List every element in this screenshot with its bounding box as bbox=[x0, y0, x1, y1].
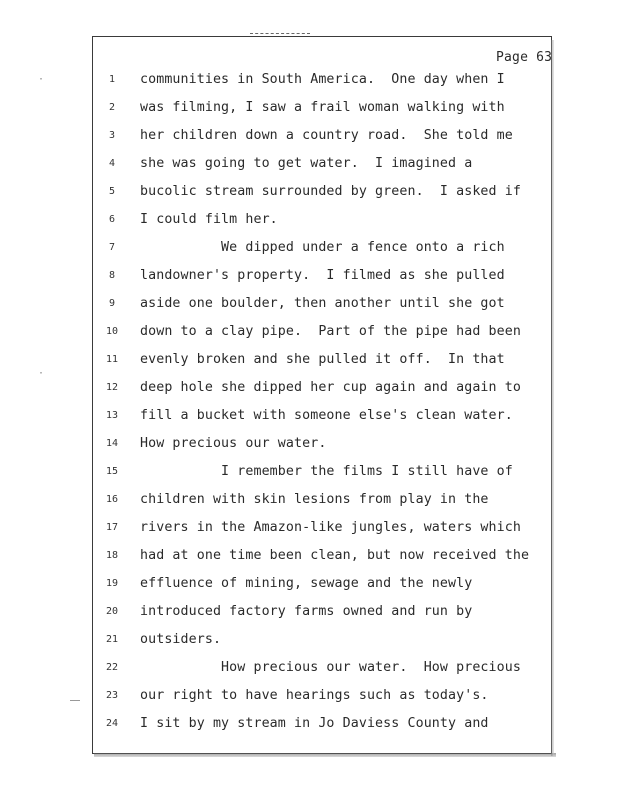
transcript-line: bucolic stream surrounded by green. I asked if bbox=[140, 184, 521, 199]
scan-artifact-left-tick bbox=[70, 700, 80, 701]
transcript-line: effluence of mining, sewage and the newly bbox=[140, 576, 473, 591]
transcript-line: We dipped under a fence onto a rich bbox=[140, 240, 505, 255]
scan-artifact-margin-mark: · bbox=[38, 368, 45, 379]
transcript-line: outsiders. bbox=[140, 632, 222, 647]
line-number: 8 bbox=[108, 270, 116, 281]
transcript-line: How precious our water. How precious bbox=[140, 660, 521, 675]
line-number: 3 bbox=[108, 130, 116, 141]
line-number: 4 bbox=[108, 158, 116, 169]
line-number: 18 bbox=[105, 550, 119, 561]
line-number: 16 bbox=[105, 494, 119, 505]
transcript-line: communities in South America. One day when I bbox=[140, 72, 505, 87]
line-number: 6 bbox=[108, 214, 116, 225]
line-number-column bbox=[100, 71, 124, 743]
transcript-line: was filming, I saw a frail woman walking with bbox=[140, 100, 505, 115]
line-number: 21 bbox=[105, 634, 119, 645]
transcript-line: landowner's property. I filmed as she pulled bbox=[140, 268, 505, 283]
line-number: 17 bbox=[105, 522, 119, 533]
transcript-line: introduced factory farms owned and run by bbox=[140, 604, 473, 619]
transcript-line: How precious our water. bbox=[140, 436, 327, 451]
page-frame-shadow-right bbox=[551, 40, 554, 756]
line-number: 10 bbox=[105, 326, 119, 337]
line-number: 9 bbox=[108, 298, 116, 309]
line-number: 12 bbox=[105, 382, 119, 393]
line-number: 14 bbox=[105, 438, 119, 449]
transcript-line: had at one time been clean, but now received the bbox=[140, 548, 530, 563]
line-number: 22 bbox=[105, 662, 119, 673]
transcript-line: I sit by my stream in Jo Daviess County and bbox=[140, 716, 489, 731]
page-frame-shadow-bottom bbox=[94, 753, 556, 757]
line-number: 2 bbox=[108, 102, 116, 113]
transcript-line: I remember the films I still have of bbox=[140, 464, 513, 479]
transcript-line: aside one boulder, then another until she got bbox=[140, 296, 505, 311]
line-number: 13 bbox=[105, 410, 119, 421]
scan-artifact-margin-mark: · bbox=[38, 74, 45, 85]
line-number: 5 bbox=[108, 186, 116, 197]
line-number: 20 bbox=[105, 606, 119, 617]
line-number: 7 bbox=[108, 242, 116, 253]
line-number: 19 bbox=[105, 578, 119, 589]
transcript-line: fill a bucket with someone else's clean water. bbox=[140, 408, 513, 423]
line-number: 23 bbox=[105, 690, 119, 701]
transcript-line: rivers in the Amazon-like jungles, waters which bbox=[140, 520, 521, 535]
transcript-text-body bbox=[140, 71, 548, 743]
line-number: 15 bbox=[105, 466, 119, 477]
transcript-line: our right to have hearings such as today's. bbox=[140, 688, 489, 703]
transcript-line: evenly broken and she pulled it off. In that bbox=[140, 352, 505, 367]
line-number: 24 bbox=[105, 718, 119, 729]
line-number: 1 bbox=[108, 74, 116, 85]
transcript-line: her children down a country road. She told me bbox=[140, 128, 513, 143]
transcript-line: I could film her. bbox=[140, 212, 278, 227]
transcript-line: she was going to get water. I imagined a bbox=[140, 156, 473, 171]
transcript-line: children with skin lesions from play in the bbox=[140, 492, 489, 507]
page-number: Page 63 bbox=[496, 50, 553, 65]
transcript-line: deep hole she dipped her cup again and again to bbox=[140, 380, 521, 395]
line-number: 11 bbox=[105, 354, 119, 365]
transcript-line: down to a clay pipe. Part of the pipe had been bbox=[140, 324, 521, 339]
